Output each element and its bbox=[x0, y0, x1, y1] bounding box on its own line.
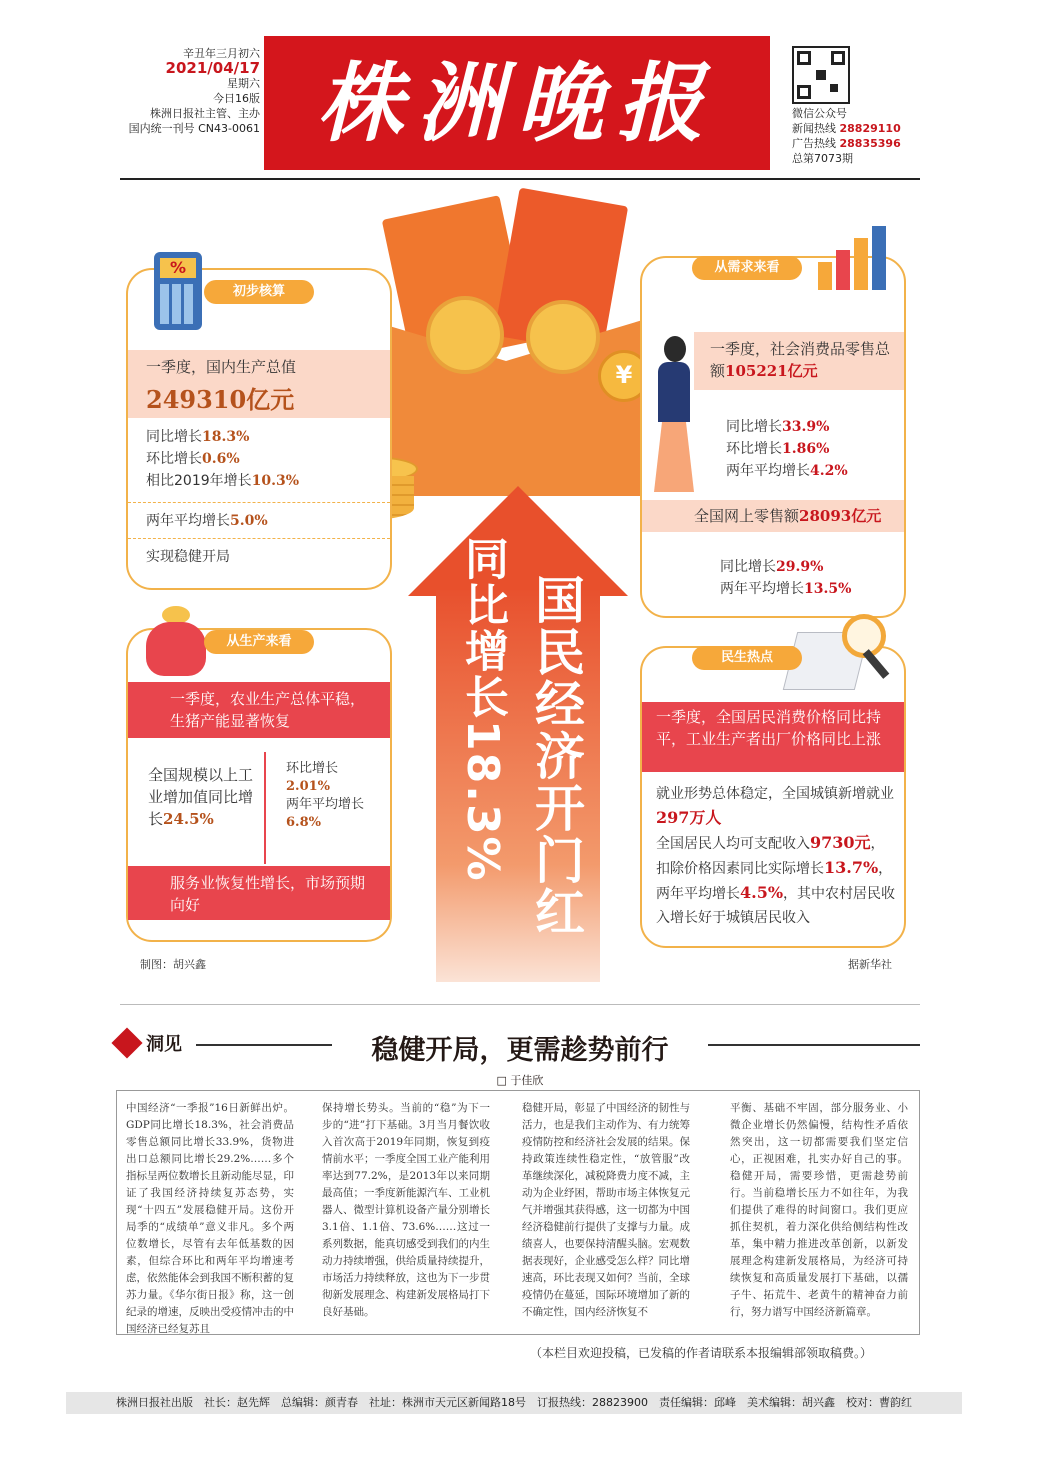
sponsor: 株洲日报社主管、主办 bbox=[150, 107, 260, 120]
divider bbox=[128, 502, 390, 503]
headline-rule-left bbox=[196, 1044, 332, 1046]
retail-yoy: 33.9% bbox=[782, 419, 830, 435]
online-avg2: 13.5% bbox=[804, 581, 852, 597]
masthead-meta-left bbox=[120, 46, 260, 136]
section-badge bbox=[112, 1028, 202, 1058]
income-text: 全国居民人均可支配收入 bbox=[656, 836, 810, 852]
tag-livelihood: 民生热点 bbox=[692, 646, 802, 670]
ad-hotline-label: 广告热线 bbox=[792, 137, 836, 150]
lunar-date: 辛丑年三月初六 bbox=[183, 47, 260, 60]
retail-avg2: 4.2% bbox=[810, 463, 848, 479]
retail-stats bbox=[726, 416, 848, 482]
article-col-4: 平衡、基础不牢固，部分服务业、小微企业增长仍然偏慢，结构性矛盾依然突出，这一切都需要我们坚定信心，正视困难，扎实办好自己的事。稳健开局，需要珍惜，更需趁势前行。当前稳增长压力不如往年，为我们提供了难得的时间窗口。我们更应抓住契机，着力深化供给侧结构性改革，集中精力推进改革创新，以新发展理念构建新发展格局，为经济可持续恢复和高质量发展打下基础，以孺子牛、拓荒牛、老黄牛的精神奋力前行，努力谱写中国经济新篇章。 bbox=[730, 1102, 908, 1318]
byline: □ 于佳欣 bbox=[496, 1074, 544, 1087]
industry-qoq-label: 环比增长 bbox=[286, 761, 339, 776]
divider bbox=[128, 538, 390, 539]
prelim-yoy: 18.3% bbox=[202, 429, 250, 445]
tag-production: 从生产来看 bbox=[204, 630, 314, 654]
prelim-qoq-label: 环比增长 bbox=[146, 451, 202, 467]
masthead-rule bbox=[120, 178, 920, 180]
diamond-icon bbox=[111, 1027, 142, 1058]
issue-date: 2021/04/17 bbox=[165, 59, 260, 77]
ad-hotline: 28835396 bbox=[839, 137, 901, 150]
headline: 稳健开局，更需趁势前行 bbox=[371, 1035, 669, 1066]
red-envelope-illustration bbox=[356, 196, 656, 496]
weekday: 星期六 bbox=[227, 77, 260, 90]
tag-preliminary: 初步核算 bbox=[204, 280, 314, 304]
gdp-value: 249310亿元 bbox=[146, 385, 295, 414]
agri-text: 一季度，农业生产总体平稳，生猪产能显著恢复 bbox=[170, 690, 366, 730]
masthead-meta-right bbox=[792, 106, 901, 166]
rural-text: ，其中农村居民收入增长好于城镇居民收入 bbox=[656, 886, 896, 926]
money-bag-icon bbox=[144, 606, 208, 676]
industry-qoq: 2.01% bbox=[286, 779, 331, 794]
industry-row bbox=[148, 764, 260, 830]
prelim-avg2-label: 两年平均增长 bbox=[146, 513, 230, 529]
page-count: 今日16版 bbox=[213, 92, 260, 105]
bar-chart-icon bbox=[812, 222, 896, 292]
industry-text: 全国规模以上工业增加值同比增长 bbox=[148, 766, 254, 828]
online-stats bbox=[720, 556, 851, 600]
livelihood-body: 就业形势总体稳定，全国城镇新增就业297万人 全国居民人均可支配收入9730元， 扣除价格因素同比实际增长13.7%， 两年平均增长4.5%，其中农村居民收入增长好于城镇居民收入 bbox=[656, 786, 896, 926]
industry-breakdown bbox=[286, 760, 364, 832]
magnifier-document-icon bbox=[790, 612, 890, 692]
arrow-text-yoy: 同比增长18.3% bbox=[457, 536, 508, 883]
article-col-2: 保持增长势头。当前的“稳”为下一步的“进”打下基础。3月当月餐饮收入首次高于2019年同期，恢复到疫情前水平；一季度全国工业产能利用率达到77.2%，是2013年以来同期最高值；一季度新能源汽车、工业机器人、微型计算机设备产量分别增长3.1倍、1.1倍、73.6%……这过一系列数据，能真切感受到我们的内生动力持续增强，供给质量持续提升，市场活力持续释放，这也为下一步贯彻新发展理念、构建新发展格局打下良好基础。 bbox=[322, 1102, 490, 1318]
issue-number: 总第7073期 bbox=[792, 152, 853, 165]
income-value: 9730元 bbox=[810, 833, 871, 852]
avg2-text: 两年平均增长 bbox=[656, 886, 740, 902]
industry-avg2-label: 两年平均增长 bbox=[286, 797, 365, 812]
arrow-text-headline: 国民经济开门红 bbox=[527, 574, 585, 938]
retail-yoy-label: 同比增长 bbox=[726, 419, 782, 435]
prices-text: 一季度，全国居民消费价格同比持平，工业生产者出厂价格同比上涨 bbox=[656, 708, 882, 748]
tag-demand: 从需求来看 bbox=[692, 256, 802, 280]
prelim-vs2019-label: 相比2019年增长 bbox=[146, 473, 252, 489]
real-value: 13.7% bbox=[824, 858, 879, 877]
prelim-stable: 实现稳健开局 bbox=[146, 549, 230, 565]
footer-credits: 株洲日报社出版 社长：赵先辉 总编辑：颜青春 社址：株洲市天元区新闻路18号 订报热线：28823900 责任编辑：邱峰 美术编辑：胡兴鑫 校对：曹韵红 bbox=[66, 1392, 962, 1414]
avg2-value: 4.5% bbox=[740, 883, 784, 902]
online-yoy: 29.9% bbox=[776, 559, 824, 575]
article-col-1: 中国经济“一季报”16日新鲜出炉。GDP同比增长18.3%，社会消费品零售总额同比增长33.9%，货物进出口总额同比增长29.2%……多个指标呈两位数增长且新动能尽显，印证了我国经济持续复苏态势，实现“十四五”发展稳健开局。这份开局季的“成绩单”意义非凡。多个两位数增长，尽管有去年低基数的因素，但综合环比和两年平均增速考虑，依然能体会到我国不断积蓄的复苏力量。《华尔街日报》称，这一创纪录的增速，反映出受疫情冲击的中国经济已经复苏且 bbox=[126, 1102, 294, 1335]
gdp-label: 一季度，国内生产总值 bbox=[146, 358, 297, 376]
bracket-line bbox=[264, 752, 266, 864]
prelim-vs2019: 10.3% bbox=[251, 473, 300, 489]
qr-code-icon bbox=[792, 46, 850, 104]
calculator-icon: % bbox=[154, 252, 202, 330]
section-label: 洞见 bbox=[146, 1034, 182, 1055]
prelim-stats bbox=[146, 426, 299, 492]
credit-source: 据新华社 bbox=[848, 958, 892, 971]
prelim-qoq: 0.6% bbox=[202, 451, 240, 467]
news-hotline: 28829110 bbox=[839, 122, 901, 135]
news-hotline-label: 新闻热线 bbox=[792, 122, 836, 135]
submission-note: （本栏目欢迎投稿，已发稿的作者请联系本报编辑部领取稿费。） bbox=[530, 1346, 873, 1360]
masthead-logo bbox=[264, 36, 770, 170]
industry-value: 24.5% bbox=[163, 810, 214, 828]
online-value: 28093亿元 bbox=[799, 507, 882, 525]
online-row bbox=[694, 505, 881, 527]
online-yoy-label: 同比增长 bbox=[720, 559, 776, 575]
article-col-3: 稳健开局，彰显了中国经济的韧性与活力，也是我们主动作为、有力统筹疫情防控和经济社会发展的结果。保持政策连续性稳定性，“放管服”改革继续深化，减税降费力度不减，主动为企业纾困，帮助市场主体恢复元气并增强其获得感，这一切都为中国经济稳健前行提供了支撑与力量。成绩喜人，也要保持清醒头脑。宏观数据表现好，企业感受怎么样？同比增速高，环比表现又如何？当前，全球疫情仍在蔓延，国际环境增加了新的不确定性，国内经济恢复不 bbox=[522, 1102, 690, 1318]
jobs-value: 297万人 bbox=[656, 808, 722, 827]
online-label: 全国网上零售额 bbox=[694, 507, 800, 525]
retail-avg2-label: 两年平均增长 bbox=[726, 463, 810, 479]
prelim-avg2: 5.0% bbox=[230, 513, 268, 529]
retail-value: 105221亿元 bbox=[725, 362, 818, 380]
retail-row bbox=[710, 338, 900, 382]
yuan-coin-icon: ¥ bbox=[598, 350, 650, 402]
newspaper-title: 株洲晚报 bbox=[317, 53, 717, 154]
cn-number: 国内统一刊号 CN43-0061 bbox=[128, 122, 260, 135]
wechat-label: 微信公众号 bbox=[792, 107, 847, 120]
retail-qoq-label: 环比增长 bbox=[726, 441, 782, 457]
woman-figure-illustration bbox=[652, 336, 692, 516]
jobs-text: 就业形势总体稳定，全国城镇新增就业 bbox=[656, 786, 894, 802]
retail-qoq: 1.86% bbox=[782, 441, 830, 457]
prelim-yoy-label: 同比增长 bbox=[146, 429, 202, 445]
section-rule-top bbox=[120, 1004, 920, 1005]
services-text: 服务业恢复性增长，市场预期向好 bbox=[170, 874, 366, 914]
headline-rule-right bbox=[708, 1044, 920, 1046]
online-avg2-label: 两年平均增长 bbox=[720, 581, 804, 597]
real-text: 扣除价格因素同比实际增长 bbox=[656, 861, 824, 877]
retail-text: 一季度，社会消费品零售总额 bbox=[710, 340, 891, 380]
credit-design: 制图：胡兴鑫 bbox=[140, 958, 206, 971]
prelim-avg2-row bbox=[146, 510, 268, 532]
industry-avg2: 6.8% bbox=[286, 815, 321, 830]
